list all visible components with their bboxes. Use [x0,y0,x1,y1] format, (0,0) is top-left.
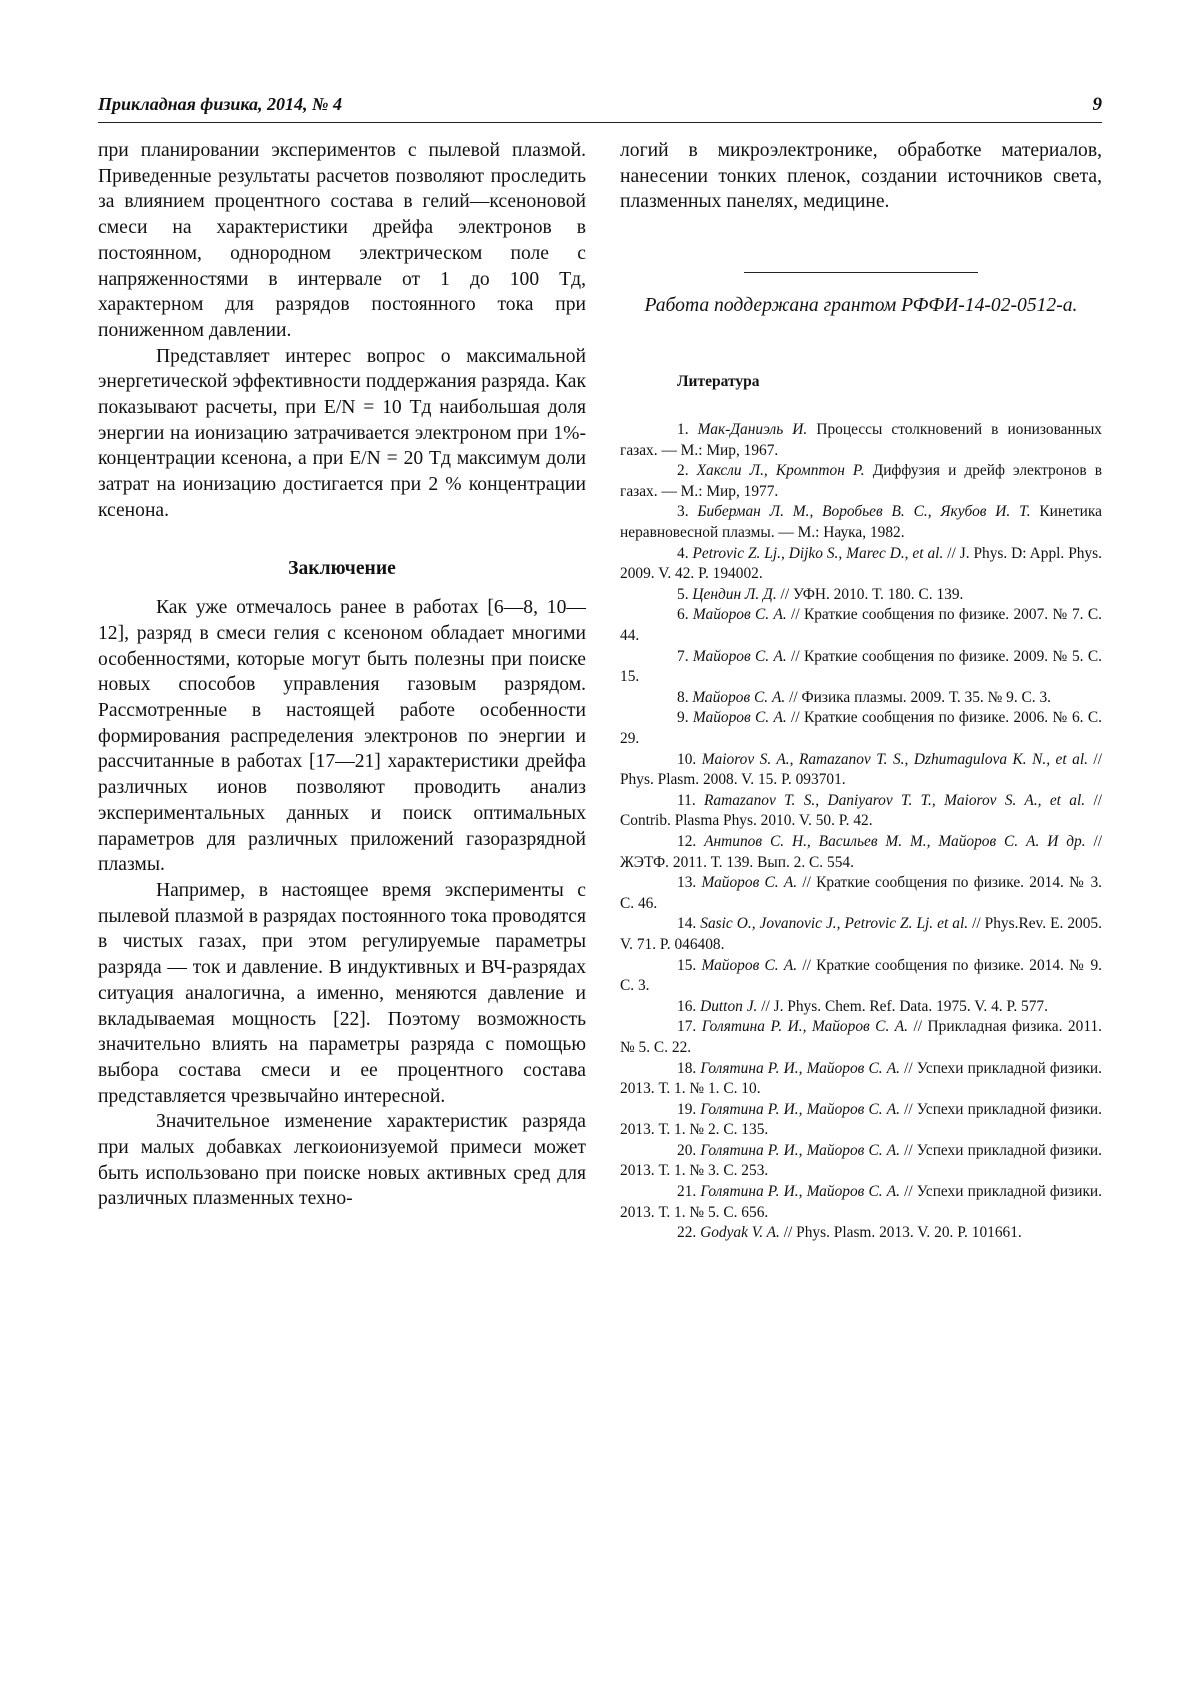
reference-authors: Petrovic Z. Lj., Dijko S., Marec D., et al. [692,544,944,562]
reference-number: 22. [677,1224,701,1242]
reference-item [620,832,1102,873]
reference-number: 20. [677,1141,701,1159]
body-paragraph-continuation: логий в микроэлектронике, обработке материалов, нанесении тонких пленок, создании источников света, плазменных панелях, медицине. [620,140,1102,213]
reference-authors: Майоров С. А. [692,647,787,665]
reference-authors: Антипов С. Н., Васильев М. М., Майоров С. А. И др. [704,832,1086,850]
reference-number: 9. [677,709,693,727]
body-paragraph: Как уже отмечалось ранее в работах [6—8, 10—12], разряд в смеси гелия с ксеноном обладает многими особенностями, которые могут быть полезны при поиске новых способов управления газовым разрядом. Рассмотренные в настоящей работе особенности формирования распределения электронов по энергии и рассчитанные в работах [17—21] характеристики дрейфа различных ионов позволяют проводить анализ экспериментальных данных и поиск оптимальных параметров для различных приложений газоразрядной плазмы. [98,597,586,876]
reference-item [620,1182,1102,1223]
reference-item [620,791,1102,832]
reference-item [620,502,1102,543]
reference-number: 16. [677,997,701,1015]
reference-authors: Голятина Р. И., Майоров С. А. [700,1141,900,1159]
reference-source: // Краткие сообщения по физике. 2009. № 5. С. 15. [620,647,1102,686]
right-column [620,138,1102,1244]
reference-source: // Краткие сообщения по физике. 2006. № 6. С. 29. [620,709,1102,748]
reference-item [620,1100,1102,1141]
reference-number: 13. [677,874,702,892]
reference-item [620,605,1102,646]
left-column [98,138,586,1212]
page-number: 9 [1092,94,1102,115]
reference-source: // J. Phys. D: Appl. Phys. 2009. V. 42. P. 194002. [620,544,1102,583]
reference-number: 12. [677,832,705,850]
reference-source: // Успехи прикладной физики. 2013. Т. 1. № 2. С. 135. [620,1100,1102,1139]
reference-authors: Хаксли Л., Кромптон Р. [696,462,865,480]
reference-source: // ЖЭТФ. 2011. Т. 139. Вып. 2. С. 554. [620,832,1102,871]
reference-source: // Физика плазмы. 2009. Т. 35. № 9. С. 3. [785,688,1052,706]
section-heading-conclusion: Заключение [288,557,396,579]
reference-authors: Sasic O., Jovanovic J., Petrovic Z. Lj. et al. [700,915,969,933]
body-paragraph: Представляет интерес вопрос о максимальной энергетической эффективности поддержания разряда. Как показывают расчеты, при E/N = 10 Тд наибольшая доля энергии на ионизацию затрачивается электроном при 1%-концентрации ксенона, а при E/N = 20 Тд максимум доли затрат на ионизацию достигается при 2 % концентрации ксенона. [98,345,586,521]
acknowledgement: Работа поддержана грантом РФФИ-14-02-0512-а. [644,295,1078,317]
reference-source: // УФН. 2010. Т. 180. С. 139. [776,585,964,603]
reference-item [620,750,1102,791]
reference-item [620,544,1102,585]
journal-title: Прикладная физика, 2014, № 4 [98,94,343,114]
body-paragraph: Значительное изменение характеристик разряда при малых добавках легкоионизуемой примеси может быть использовано при поиске новых активных сред для различных плазменных техно- [98,1111,586,1210]
reference-item [620,1059,1102,1100]
reference-authors: Голятина Р. И., Майоров С. А. [701,1018,909,1036]
reference-source: // Успехи прикладной физики. 2013. Т. 1. № 3. С. 253. [620,1141,1102,1180]
reference-authors: Майоров С. А. [692,688,786,706]
reference-number: 17. [677,1018,702,1036]
reference-source: // Краткие сообщения по физике. 2014. № 9. С. 3. [620,956,1102,995]
reference-item [620,461,1102,502]
reference-number: 11. [677,791,704,809]
reference-number: 3. [677,503,698,521]
reference-number: 7. [677,647,693,665]
running-header [98,94,1102,123]
reference-authors: Ramazanov T. S., Daniyarov T. T., Maiorov S. A., et al. [704,791,1086,809]
reference-item [620,1223,1102,1244]
reference-source: // Phys. Plasm. 2013. V. 20. P. 101661. [779,1224,1022,1242]
reference-number: 2. [677,462,697,480]
reference-number: 19. [677,1100,701,1118]
reference-source: // Успехи прикладной физики. 2013. Т. 1. № 5. С. 656. [620,1183,1102,1221]
reference-authors: Голятина Р. И., Майоров С. А. [700,1100,900,1118]
body-paragraph: при планировании экспериментов с пылевой плазмой. Приведенные результаты расчетов позволяют проследить за влиянием процентного состава в гелий—ксеноновой смеси на характеристики дрейфа электронов в постоянном, однородном электрическом поле с напряженностями в интервале от 1 до 100 Тд, характерном для разрядов постоянного тока при пониженном давлении. [98,140,586,341]
reference-source: Диффузия и дрейф электронов в газах. — М.: Мир, 1977. [620,462,1102,500]
divider-line [744,272,978,273]
reference-item [620,1141,1102,1182]
reference-number: 8. [677,688,693,706]
reference-source: // Краткие сообщения по физике. 2014. № 3. С. 46. [620,874,1102,912]
reference-item [620,956,1102,997]
reference-authors: Цендин Л. Д. [692,585,777,603]
reference-authors: Мак-Даниэль И. [697,421,808,439]
reference-item [620,997,1102,1018]
reference-source: // Успехи прикладной физики. 2013. Т. 1. № 1. С. 10. [620,1059,1102,1098]
reference-authors: Майоров С. А. [692,709,787,727]
references-title: Литература [677,373,760,391]
reference-source: // Краткие сообщения по физике. 2007. № 7. С. 44. [620,606,1102,645]
reference-item [620,420,1102,461]
reference-number: 18. [677,1059,701,1077]
reference-authors: Биберман Л. М., Воробьев В. С., Якубов И. Т. [697,503,1031,521]
reference-number: 6. [677,606,693,624]
reference-number: 15. [677,956,702,974]
reference-number: 5. [677,585,693,603]
references-list [620,420,1102,1244]
reference-source: // J. Phys. Chem. Ref. Data. 1975. V. 4. P. 577. [757,997,1048,1015]
reference-authors: Майоров С. А. [701,956,798,974]
reference-authors: Майоров С. А. [692,606,787,624]
reference-authors: Maiorov S. A., Ramazanov T. S., Dzhumagulova K. N., et al. [701,750,1088,768]
reference-source: Процессы столкновений в ионизованных газах. — М.: Мир, 1967. [620,421,1103,459]
reference-number: 10. [677,750,702,768]
reference-item [620,708,1102,749]
reference-item [620,647,1102,688]
reference-item [620,873,1102,914]
reference-source: // Phys. Plasm. 2008. V. 15. P. 093701. [620,750,1102,789]
body-paragraph: Например, в настоящее время эксперименты с пылевой плазмой в разрядах постоянного тока проводятся в чистых газах, при этом регулируемые параметры разряда — ток и давление. В индуктивных и ВЧ-разрядах ситуация аналогична, а именно, меняются давление и вкладываемая мощность [22]. Поэтому возможность значительно влиять на параметры разряда с помощью выбора состава смеси и ее процентного состава представляется чрезвычайно интересной. [98,879,586,1107]
reference-item [620,914,1102,955]
reference-number: 1. [677,421,698,439]
reference-item [620,1017,1102,1058]
reference-source: Кинетика неравновесной плазмы. — М.: Наука, 1982. [620,503,1102,542]
reference-number: 4. [677,544,693,562]
reference-authors: Голятина Р. И., Майоров С. А. [700,1183,900,1201]
reference-number: 21. [677,1183,701,1201]
reference-number: 14. [677,915,701,933]
reference-authors: Майоров С. А. [701,874,798,892]
reference-source: // Contrib. Plasma Phys. 2010. V. 50. P. 42. [620,791,1102,830]
reference-source: // Phys.Rev. E. 2005. V. 71. P. 046408. [620,915,1102,953]
reference-source: // Прикладная физика. 2011. № 5. С. 22. [620,1018,1102,1056]
reference-authors: Голятина Р. И., Майоров С. А. [700,1059,900,1077]
reference-item [620,688,1102,709]
reference-item [620,585,1102,606]
reference-authors: Godyak V. A. [700,1224,780,1242]
reference-authors: Dutton J. [700,997,758,1015]
